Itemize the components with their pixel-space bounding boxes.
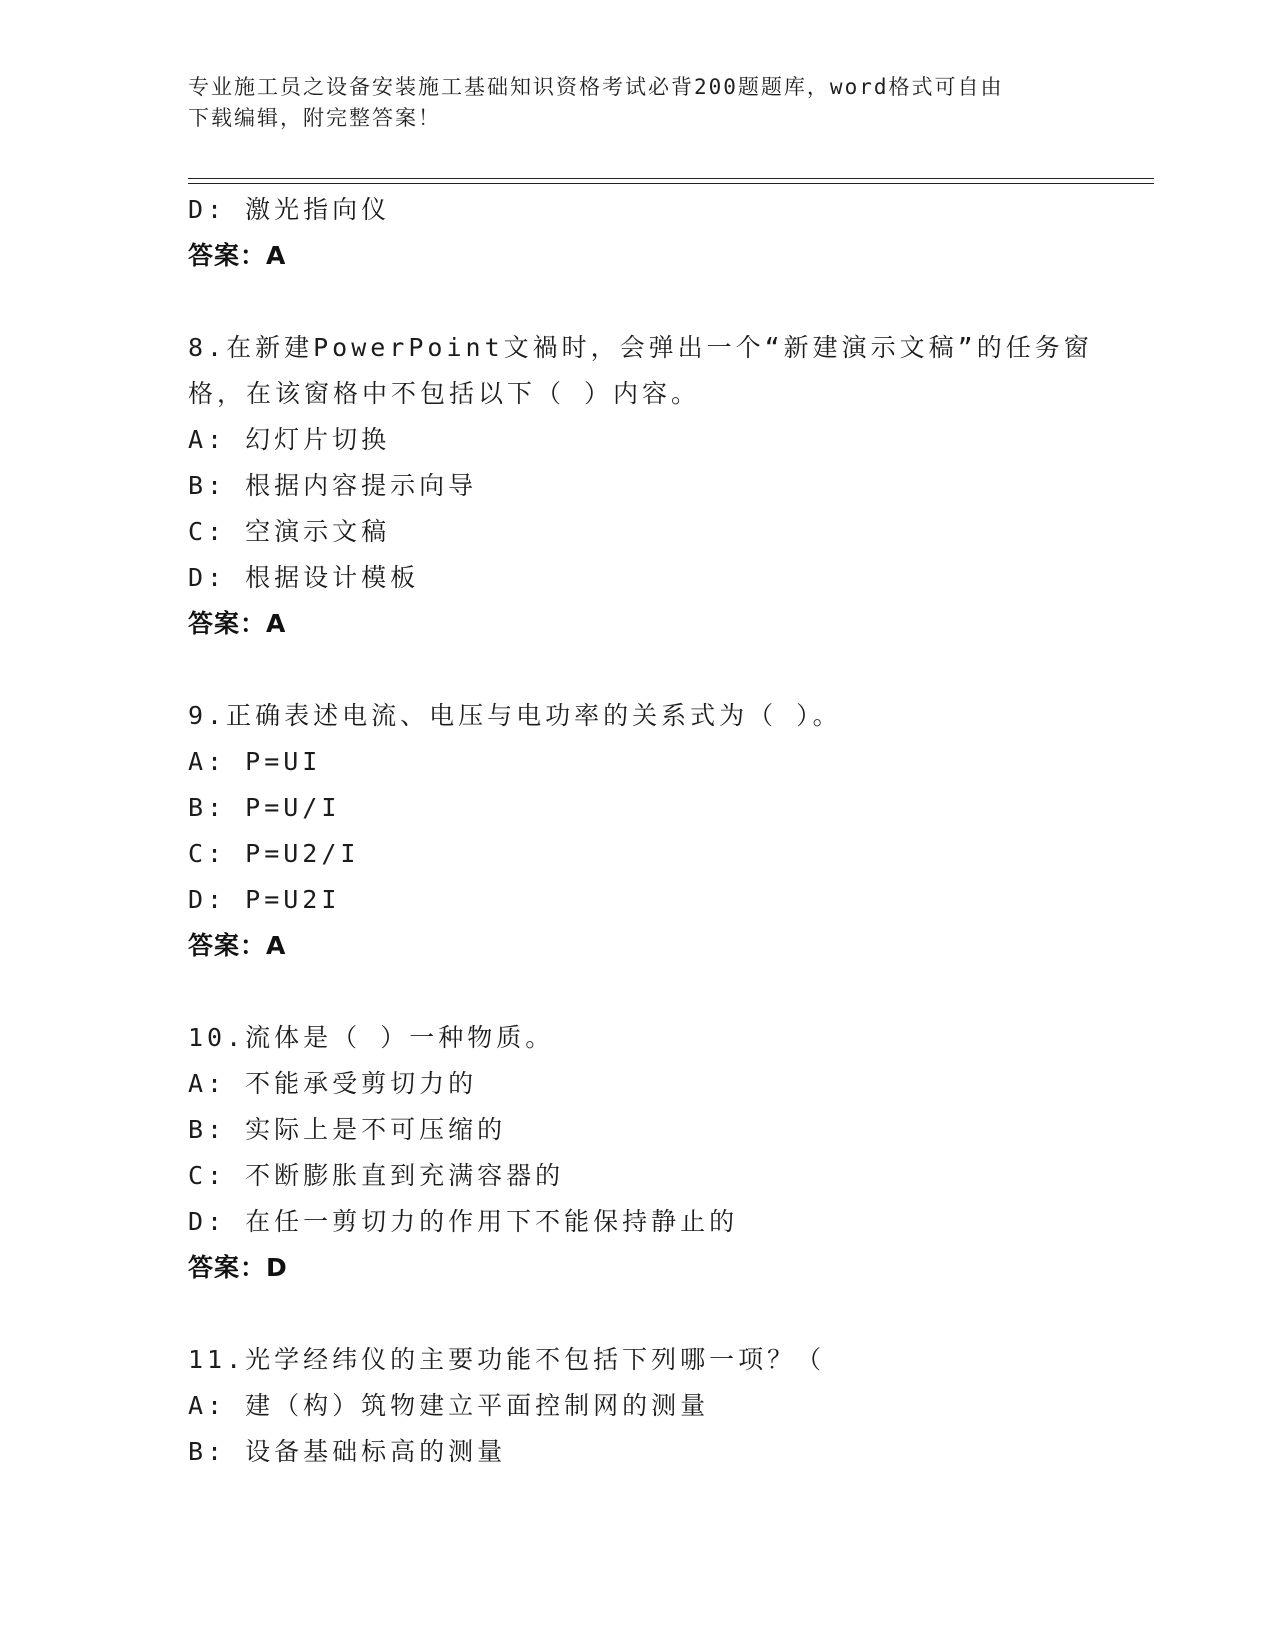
answer-label: 答案：A bbox=[188, 241, 287, 270]
option-b: B: 实际上是不可压缩的 bbox=[188, 1115, 507, 1144]
option-c: C: 不断膨胀直到充满容器的 bbox=[188, 1161, 565, 1190]
option-a: A: 幻灯片切换 bbox=[188, 425, 391, 454]
question-9 bbox=[188, 693, 1148, 969]
option-c: C: 空演示文稿 bbox=[188, 517, 391, 546]
answer-label: 答案：A bbox=[188, 931, 287, 960]
question-text: 9.正确表述电流、电压与电功率的关系式为（ ）。 bbox=[188, 701, 842, 730]
answer-label: 答案：A bbox=[188, 609, 287, 638]
option-d: D: 在任一剪切力的作用下不能保持静止的 bbox=[188, 1207, 739, 1236]
spacer bbox=[188, 647, 1148, 693]
option-d: D: 激光指向仪 bbox=[188, 195, 391, 224]
option-c: C: P=U2/I bbox=[188, 839, 360, 868]
document-header bbox=[188, 72, 1088, 134]
spacer bbox=[188, 279, 1148, 325]
option-b: B: 根据内容提示向导 bbox=[188, 471, 478, 500]
question-10 bbox=[188, 1015, 1148, 1291]
header-title-line-1: 专业施工员之设备安装施工基础知识资格考试必背200题题库，word格式可自由 bbox=[188, 75, 1004, 99]
spacer bbox=[188, 1291, 1148, 1337]
question-text: 10.流体是（ ）一种物质。 bbox=[188, 1023, 555, 1052]
question-8 bbox=[188, 325, 1148, 647]
question-list bbox=[188, 187, 1148, 1475]
question-text-continued: 格，在该窗格中不包括以下（ ）内容。 bbox=[188, 379, 701, 408]
option-d: D: 根据设计模板 bbox=[188, 563, 420, 592]
header-divider-bottom bbox=[188, 183, 1154, 184]
option-a: A: P=UI bbox=[188, 747, 322, 776]
option-b: B: 设备基础标高的测量 bbox=[188, 1437, 507, 1466]
question-text: 11.光学经纬仪的主要功能不包括下列哪一项？（ bbox=[188, 1345, 826, 1374]
header-divider-top bbox=[188, 178, 1154, 179]
spacer bbox=[188, 969, 1148, 1015]
option-a: A: 建（构）筑物建立平面控制网的测量 bbox=[188, 1391, 710, 1420]
answer-label: 答案：D bbox=[188, 1253, 288, 1282]
header-title-line-2: 下载编辑，附完整答案！ bbox=[188, 106, 441, 130]
question-11 bbox=[188, 1337, 1148, 1475]
option-b: B: P=U/I bbox=[188, 793, 341, 822]
option-d: D: P=U2I bbox=[188, 885, 341, 914]
option-a: A: 不能承受剪切力的 bbox=[188, 1069, 478, 1098]
question-text: 8.在新建PowerPoint文禍时，会弹出一个“新建演示文稿”的任务窗 bbox=[188, 333, 1093, 362]
